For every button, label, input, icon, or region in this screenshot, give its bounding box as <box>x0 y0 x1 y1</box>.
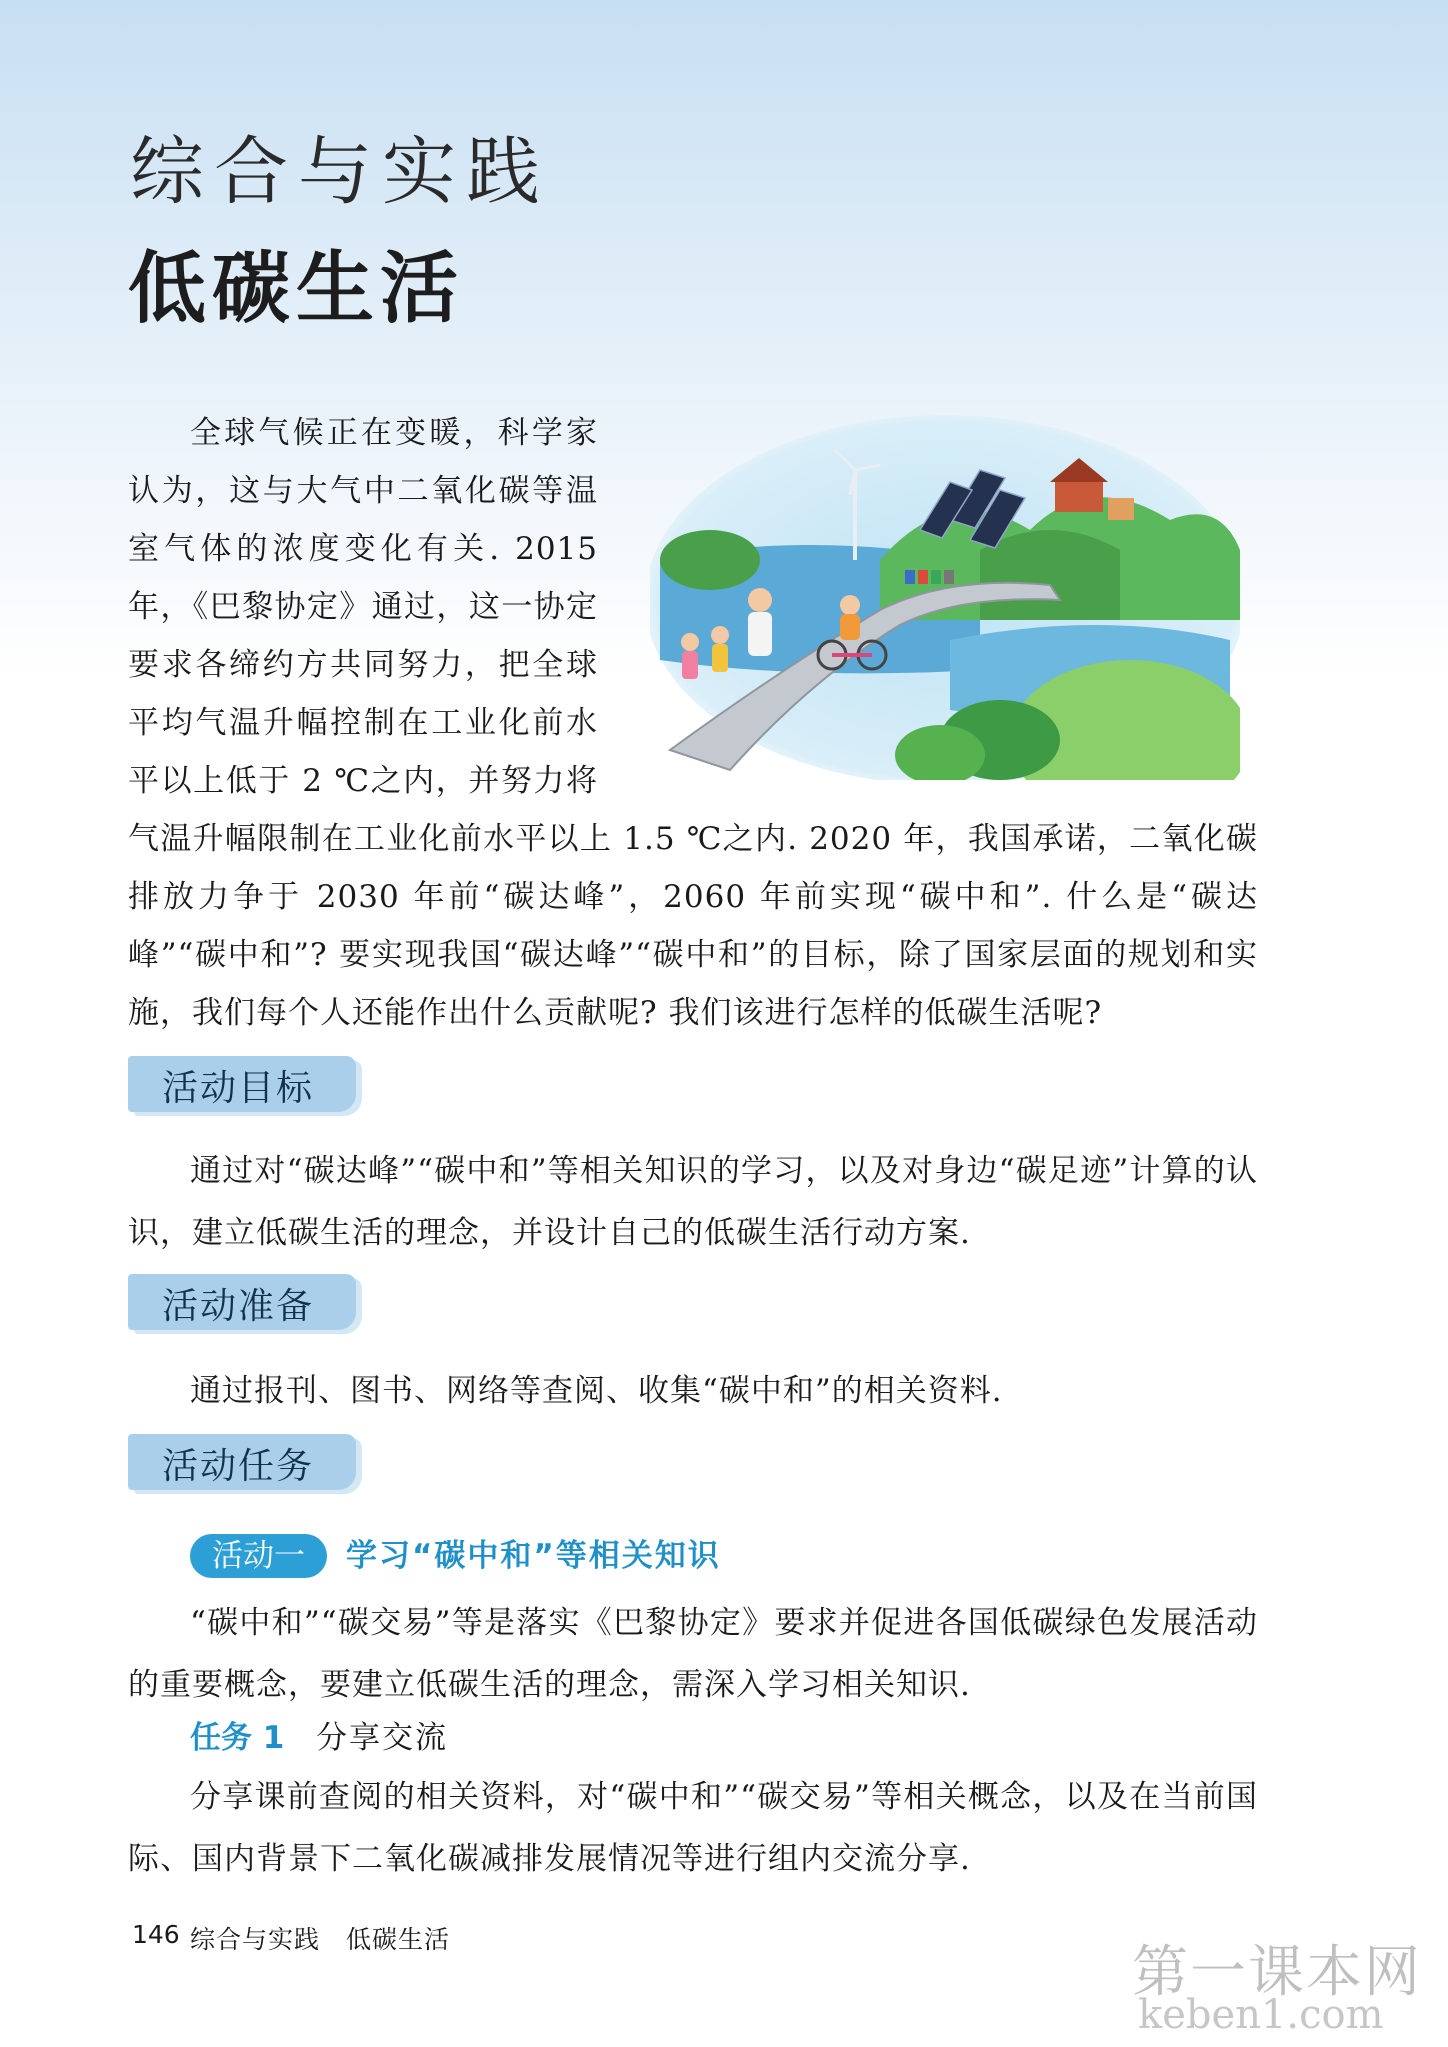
activity-one-text: “碳中和”“碳交易”等是落实《巴黎协定》要求并促进各国低碳绿色发展活动的重要概念，要建立低碳生活的理念，需深入学习相关知识. <box>128 1605 1258 1703</box>
activity-one-paragraph <box>128 1592 1258 1716</box>
task-one-label: 任务 1 <box>190 1720 285 1756</box>
task-one-title: 分享交流 <box>316 1720 448 1756</box>
section-heading-goal-label: 活动目标 <box>162 1068 315 1109</box>
activity-one-title: 学习“碳中和”等相关知识 <box>346 1538 721 1574</box>
illustration-spacer <box>598 404 1258 774</box>
prep-paragraph <box>128 1360 1258 1422</box>
section-heading-task-label: 活动任务 <box>162 1446 315 1487</box>
task-one-paragraph <box>128 1766 1258 1890</box>
page-number: 146 <box>132 1920 180 1949</box>
activity-one-badge: 活动一 <box>190 1534 327 1578</box>
section-heading-prep-label: 活动准备 <box>162 1286 315 1327</box>
lesson-title: 低碳生活 <box>128 244 465 334</box>
watermark-url: keben1.com <box>1138 1992 1384 2038</box>
footer-title: 综合与实践 低碳生活 <box>190 1925 451 1954</box>
task-one-text: 分享课前查阅的相关资料，对“碳中和”“碳交易”等相关概念，以及在当前国际、国内背景下二氧化碳减排发展情况等进行组内交流分享. <box>128 1779 1258 1877</box>
intro-text: 全球气候正在变暖，科学家认为，这与大气中二氧化碳等温室气体的浓度变化有关. 2015 年，《巴黎协定》通过，这一协定要求各缔约方共同努力，把全球平均气温升幅控制在工业化前水平以上低于 2 ℃之内，并努力将气温升幅限制在工业化前水平以上 1.5 ℃之内. 2020 年，我国承诺，二氧化碳排放力争于 2030 年前“碳达峰”，2060 年前实现“碳中和”. 什么是“碳达峰”“碳中和”? 要实现我国“碳达峰”“碳中和”的目标，除了国家层面的规划和实施，我们每个人还能作出什么贡献呢? 我们该进行怎样的低碳生活呢? <box>128 415 1258 1031</box>
goal-text: 通过对“碳达峰”“碳中和”等相关知识的学习，以及对身边“碳足迹”计算的认识，建立低碳生活的理念，并设计自己的低碳生活行动方案. <box>128 1153 1258 1251</box>
section-heading-prep <box>128 1274 356 1330</box>
section-heading-goal <box>128 1056 356 1112</box>
watermark-text: 第一课本网 <box>1132 1940 1422 2005</box>
goal-paragraph <box>128 1140 1258 1264</box>
prep-text: 通过报刊、图书、网络等查阅、收集“碳中和”的相关资料. <box>190 1373 1003 1409</box>
section-heading-task <box>128 1434 356 1490</box>
series-title: 综合与实践 <box>130 129 550 215</box>
intro-paragraph <box>128 404 1258 1042</box>
